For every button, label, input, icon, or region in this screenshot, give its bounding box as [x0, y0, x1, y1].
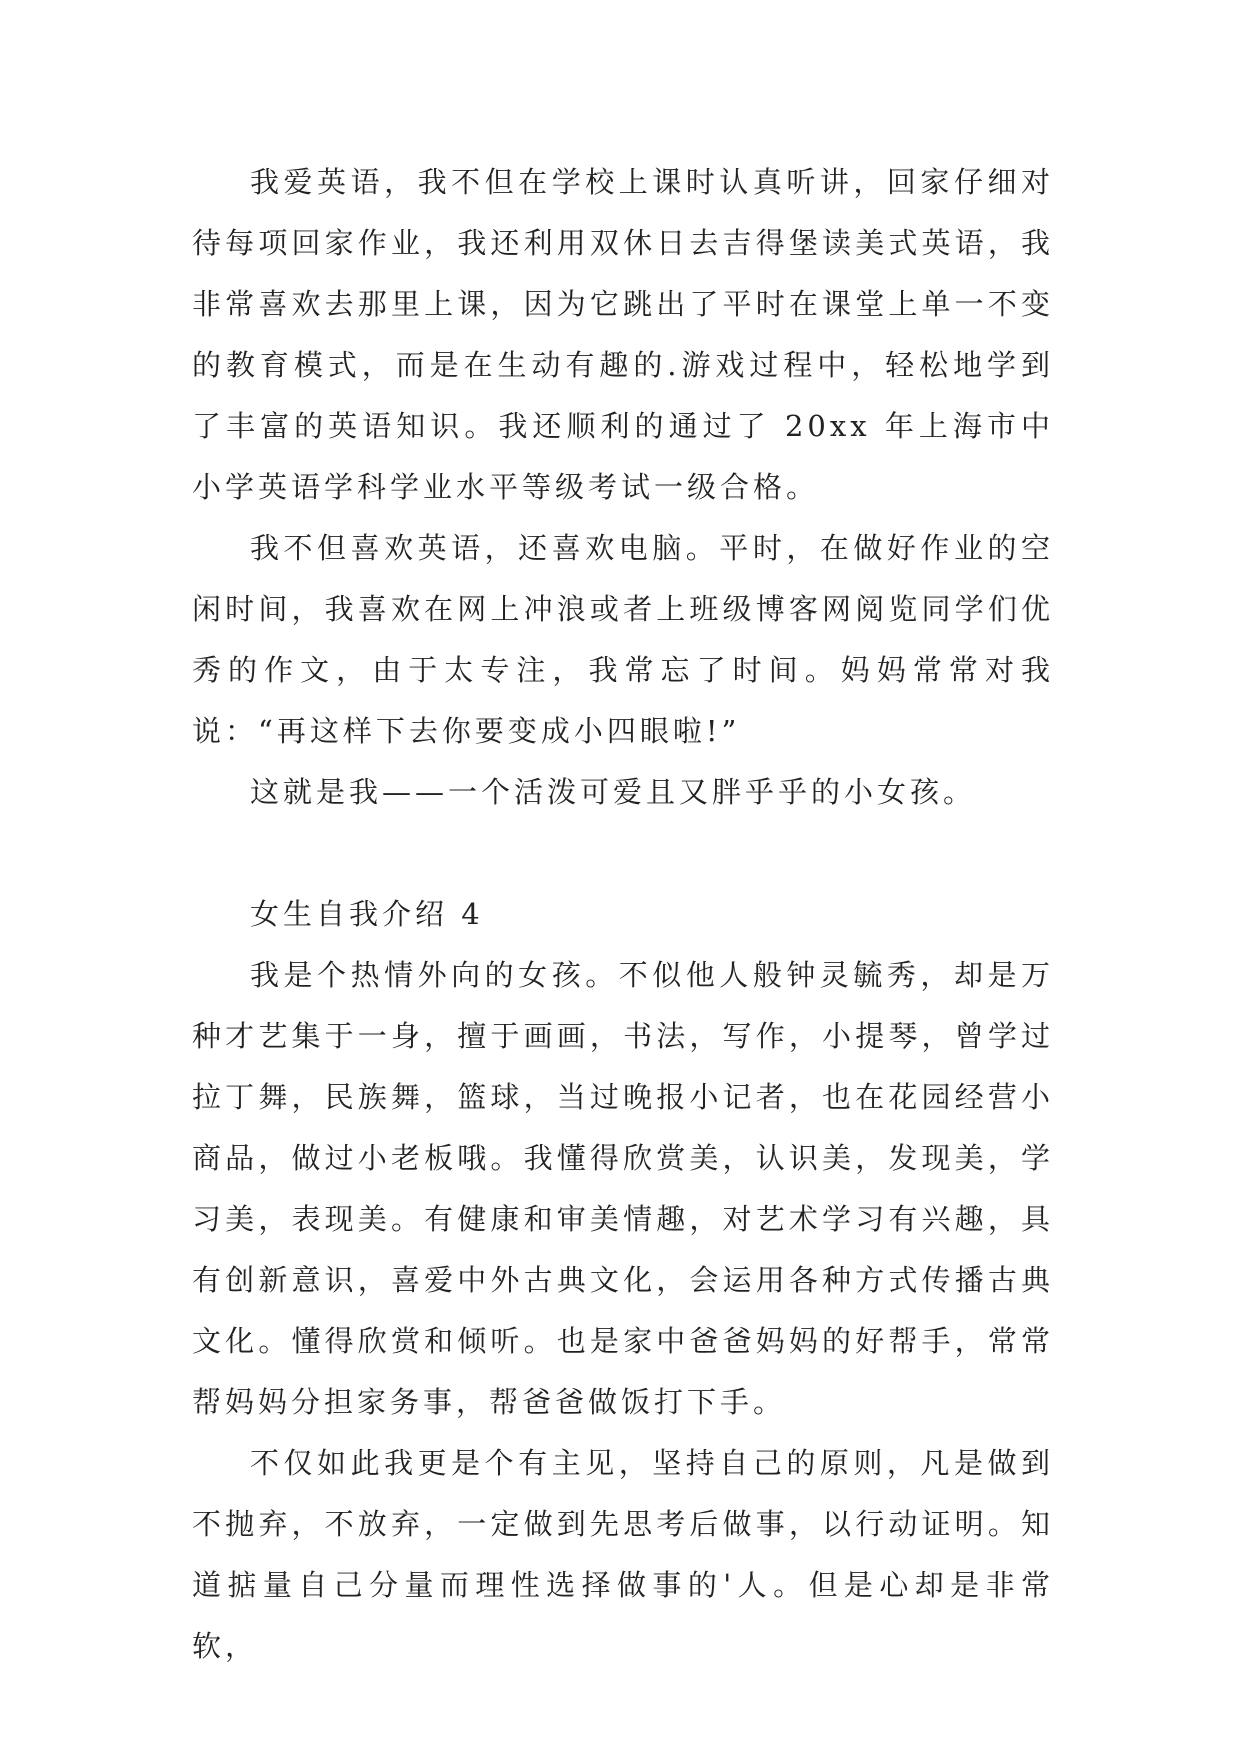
- paragraph-computer: 我不但喜欢英语，还喜欢电脑。平时，在做好作业的空闲时间，我喜欢在网上冲浪或者上班级博客网阅览同学们优秀的作文，由于太专注，我常忘了时间。妈妈常常对我说：“再这样下去你要变成小四眼啦!”: [192, 531, 1054, 748]
- paragraph-talents: 我是个热情外向的女孩。不似他人般钟灵毓秀，却是万种才艺集于一身，擅于画画，书法，写作，小提琴，曾学过拉丁舞，民族舞，篮球，当过晚报小记者，也在花园经营小商品，做过小老板哦。我懂得欣赏美，认识美，发现美，学习美，表现美。有健康和审美情趣，对艺术学习有兴趣，具有创新意识，喜爱中外古典文化，会运用各种方式传播古典文化。懂得欣赏和倾听。也是家中爸爸妈妈的好帮手，常常帮妈妈分担家务事，帮爸爸做饭打下手。: [192, 958, 1054, 1419]
- document-body: [192, 152, 1054, 1677]
- paragraph-principles: 不仅如此我更是个有主见，坚持自己的原则，凡是做到不抛弃，不放弃，一定做到先思考后做事，以行动证明。知道掂量自己分量而理性选择做事的'人。但是心却是非常软，: [192, 1446, 1054, 1663]
- paragraph-summary: 这就是我——一个活泼可爱且又胖乎乎的小女孩。: [250, 775, 977, 809]
- paragraph-english: 我爱英语，我不但在学校上课时认真听讲，回家仔细对待每项回家作业，我还利用双休日去吉得堡读美式英语，我非常喜欢去那里上课，因为它跳出了平时在课堂上单一不变的教育模式，而是在生动有趣的.游戏过程中，轻松地学到了丰富的英语知识。我还顺利的通过了 20xx 年上海市中小学英语学科学业水平等级考试一级合格。: [192, 165, 1054, 504]
- section-title: 女生自我介绍 4: [250, 897, 484, 931]
